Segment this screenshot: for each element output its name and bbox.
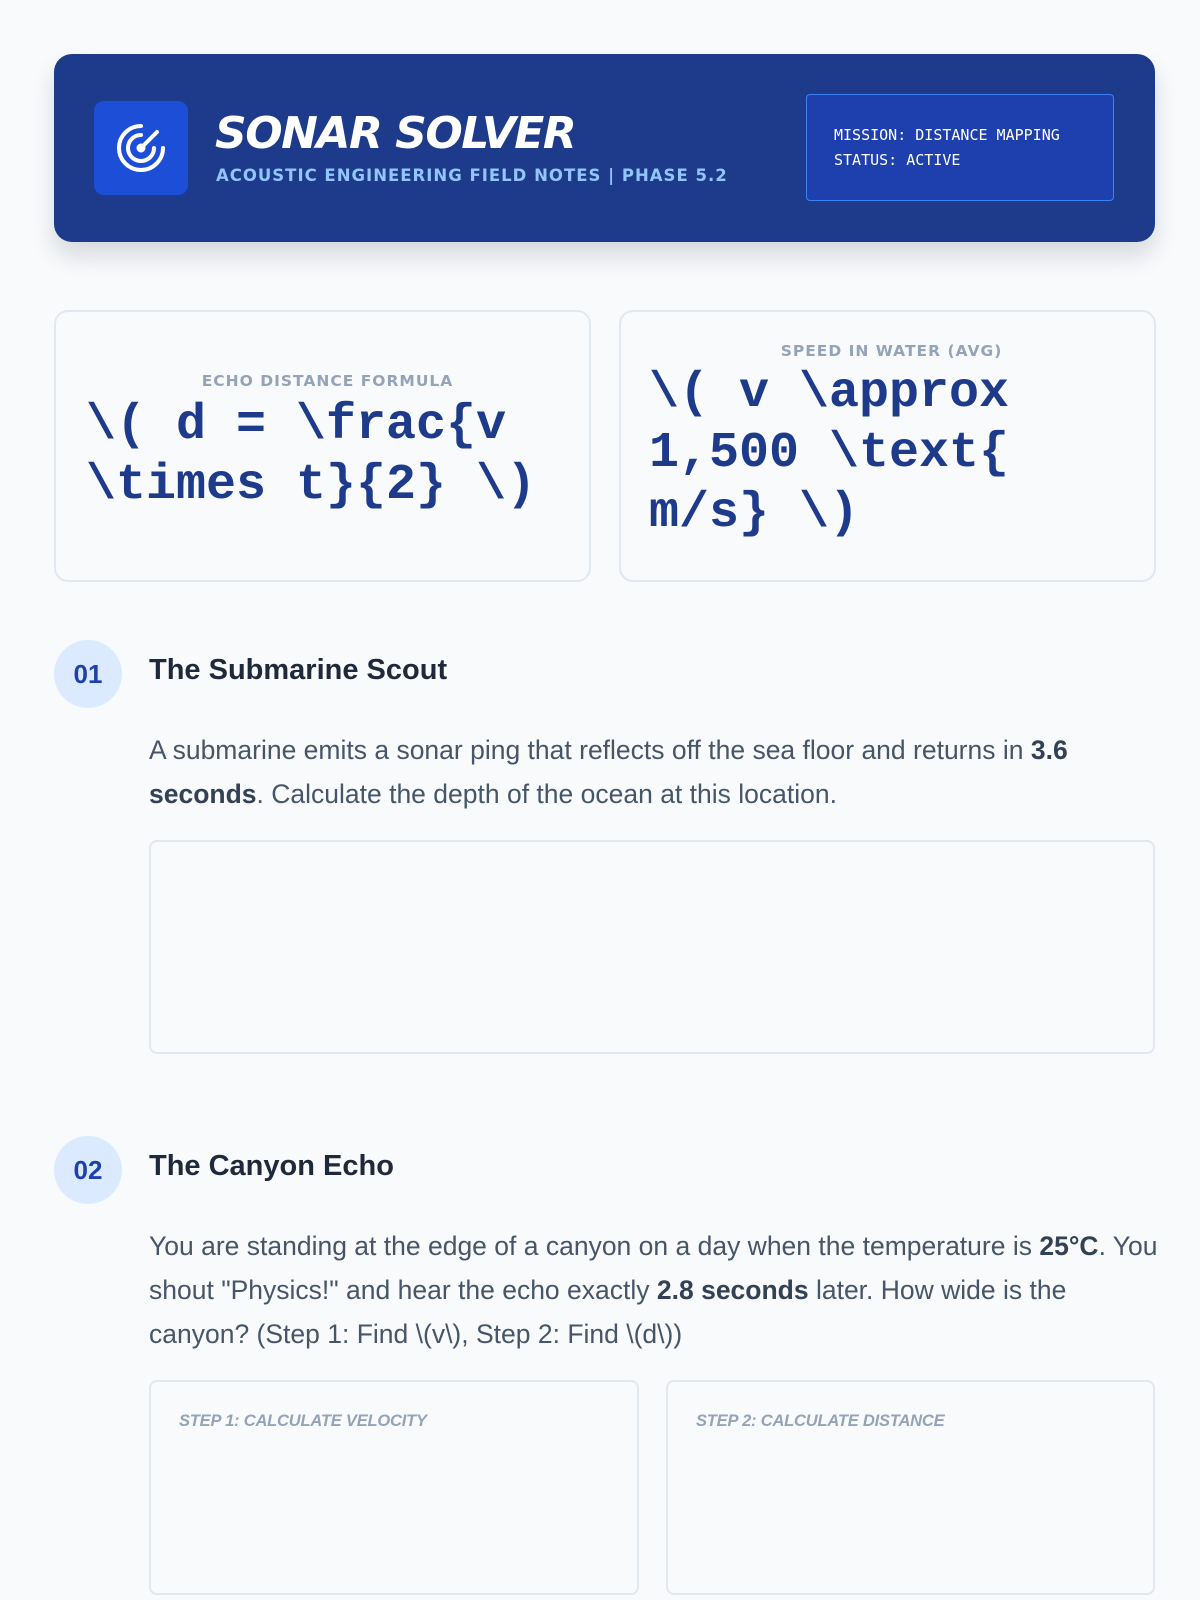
formula-card-speed-in-water <box>619 310 1156 582</box>
formula-card-echo-distance <box>54 310 591 582</box>
step2-label: STEP 2: CALCULATE DISTANCE <box>696 1412 945 1430</box>
problem-text: A submarine emits a sonar ping that reflects off the sea floor and returns in 3.6 seconds. Calculate the depth of the ocean at this location. <box>149 735 1068 809</box>
app-subtitle: ACOUSTIC ENGINEERING FIELD NOTES | PHASE 5.2 <box>216 166 728 185</box>
formula-card-label: ECHO DISTANCE FORMULA <box>201 372 454 390</box>
formula-card-label: SPEED IN WATER (AVG) <box>780 342 1003 360</box>
page-header <box>54 54 1155 242</box>
logo-badge <box>94 101 188 195</box>
answer-area[interactable] <box>149 840 1155 1054</box>
problem-text: You are standing at the edge of a canyon on a day when the temperature is 25°C. You shout "Physics!" and hear the echo exactly 2.8 seconds later. How wide is the canyon? (Step 1: Find \(v\), Step 2: Find \(d\)) <box>149 1231 1158 1349</box>
given-time: 2.8 seconds <box>656 1275 809 1305</box>
problem-title: The Submarine Scout <box>149 654 448 686</box>
step1-answer-area[interactable] <box>149 1380 639 1595</box>
problem-number-badge: 01 <box>54 640 122 708</box>
mission-status-panel <box>806 94 1114 201</box>
step2-answer-area[interactable] <box>666 1380 1155 1595</box>
app-title: SONAR SOLVER <box>215 108 576 159</box>
radar-icon <box>114 121 168 175</box>
given-time: 3.6 seconds <box>149 735 1068 809</box>
given-temperature: 25°C <box>1039 1231 1099 1261</box>
problem-number-badge: 02 <box>54 1136 122 1204</box>
status-line: STATUS: ACTIVE <box>834 151 961 169</box>
problem-title: The Canyon Echo <box>149 1150 394 1182</box>
formula-card-value: \( v \approx 1,500 \text{ m/s} \) <box>649 365 1010 542</box>
formula-card-value: \( d = \frac{v \times t}{2} \) <box>86 397 537 514</box>
step1-label: STEP 1: CALCULATE VELOCITY <box>179 1412 427 1430</box>
mission-line: MISSION: DISTANCE MAPPING <box>834 126 1060 144</box>
